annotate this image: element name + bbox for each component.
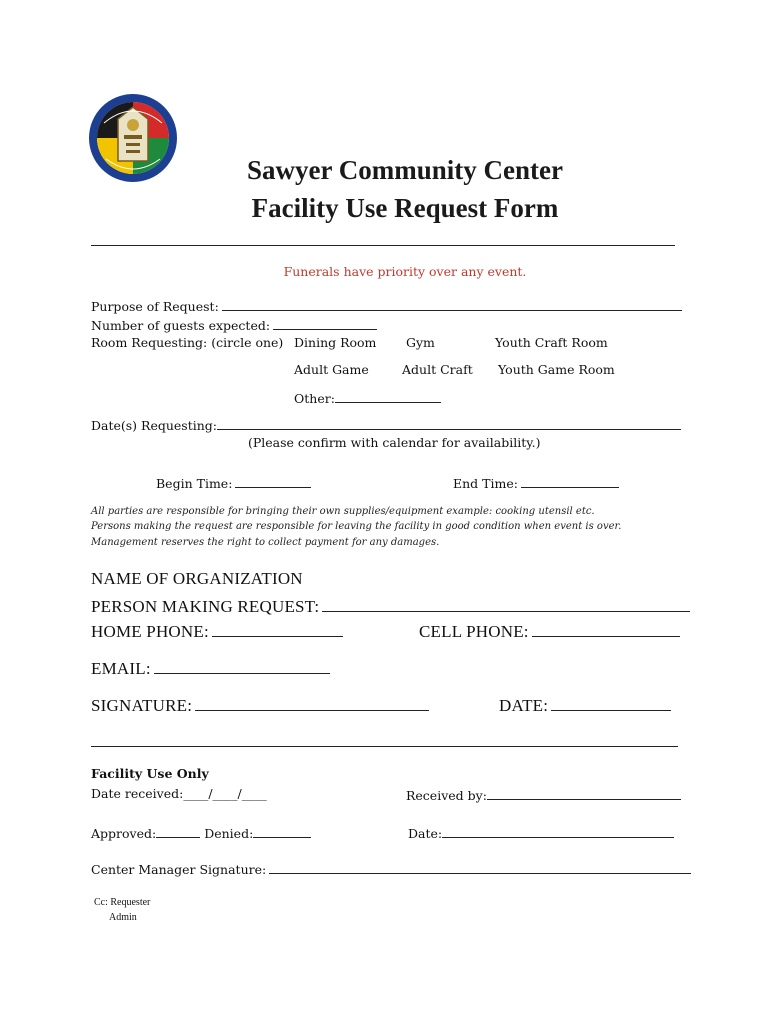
guests-field[interactable] — [273, 316, 377, 330]
email-label: EMAIL: — [91, 659, 151, 678]
office-date-row — [408, 824, 674, 841]
dates-field[interactable] — [217, 416, 681, 430]
purpose-label: Purpose of Request: — [91, 299, 219, 314]
received-by-field[interactable] — [487, 786, 681, 800]
email-row — [91, 656, 330, 679]
cell-phone-field[interactable] — [532, 619, 680, 637]
date-field[interactable] — [551, 693, 671, 711]
note-supplies: All parties are responsible for bringing their own supplies/equipment example: cooking utensil etc. — [91, 506, 595, 517]
manager-signature-row — [91, 860, 691, 877]
office-date-label: Date: — [408, 826, 443, 841]
cell-phone-label: CELL PHONE: — [419, 622, 529, 641]
cell-phone-row — [419, 619, 680, 642]
begin-time-label: Begin Time: — [156, 476, 233, 491]
room-label: Room Requesting: (circle one) — [91, 335, 284, 350]
end-time-row — [453, 474, 619, 491]
header-divider — [91, 245, 675, 246]
person-row — [91, 594, 690, 617]
dates-label: Date(s) Requesting: — [91, 418, 217, 433]
note-condition: Persons making the request are responsible for leaving the facility in good condition when event is over. — [91, 521, 622, 532]
signature-field[interactable] — [195, 693, 429, 711]
room-option-youth-craft-room[interactable]: Youth Craft Room — [495, 335, 608, 350]
person-label: PERSON MAKING REQUEST: — [91, 597, 320, 616]
end-time-field[interactable] — [521, 474, 619, 488]
guests-row — [91, 316, 377, 333]
office-heading: Facility Use Only — [91, 766, 209, 781]
home-phone-row — [91, 619, 343, 642]
organization-label: NAME OF ORGANIZATION — [91, 569, 303, 588]
manager-signature-label: Center Manager Signature: — [91, 862, 267, 877]
email-field[interactable] — [154, 656, 330, 674]
form-title-line2: Facility Use Request Form — [251, 193, 559, 223]
end-time-label: End Time: — [453, 476, 518, 491]
date-row — [499, 693, 671, 716]
manager-signature-field[interactable] — [269, 860, 691, 874]
room-other-row — [294, 389, 441, 406]
room-option-youth-game-room[interactable]: Youth Game Room — [498, 362, 615, 377]
other-field[interactable] — [335, 389, 441, 403]
date-received-field[interactable]: ____/____/____ — [183, 786, 267, 801]
office-divider — [91, 746, 678, 747]
received-by-label: Received by: — [406, 788, 487, 803]
room-option-adult-craft[interactable]: Adult Craft — [402, 362, 473, 377]
other-label: Other: — [294, 391, 335, 406]
date-received-row — [91, 786, 267, 801]
home-phone-label: HOME PHONE: — [91, 622, 209, 641]
approved-label: Approved: — [91, 826, 157, 841]
note-damages: Management reserves the right to collect payment for any damages. — [91, 537, 440, 548]
date-received-label: Date received: — [91, 786, 184, 801]
room-option-adult-game[interactable]: Adult Game — [294, 362, 369, 377]
begin-time-row — [156, 474, 311, 491]
purpose-field[interactable] — [222, 297, 682, 311]
cc-admin: Admin — [109, 912, 137, 923]
dates-row — [91, 416, 681, 433]
office-date-field[interactable] — [442, 824, 674, 838]
room-option-dining-room[interactable]: Dining Room — [294, 335, 377, 350]
approval-row — [91, 824, 311, 841]
guests-label: Number of guests expected: — [91, 318, 271, 333]
form-title-line1: Sawyer Community Center — [247, 155, 563, 185]
begin-time-field[interactable] — [235, 474, 311, 488]
home-phone-field[interactable] — [212, 619, 343, 637]
signature-label: SIGNATURE: — [91, 696, 193, 715]
date-label: DATE: — [499, 696, 549, 715]
denied-label: Denied: — [204, 826, 254, 841]
person-field[interactable] — [322, 594, 690, 612]
approved-field[interactable] — [156, 824, 200, 838]
room-option-gym[interactable]: Gym — [406, 335, 435, 350]
purpose-row — [91, 297, 682, 314]
cc-requester: Cc: Requester — [94, 897, 151, 908]
priority-note: Funerals have priority over any event. — [283, 264, 527, 279]
signature-row — [91, 693, 429, 716]
denied-field[interactable] — [253, 824, 311, 838]
calendar-note: (Please confirm with calendar for availability.) — [248, 435, 541, 450]
received-by-row — [406, 786, 681, 803]
